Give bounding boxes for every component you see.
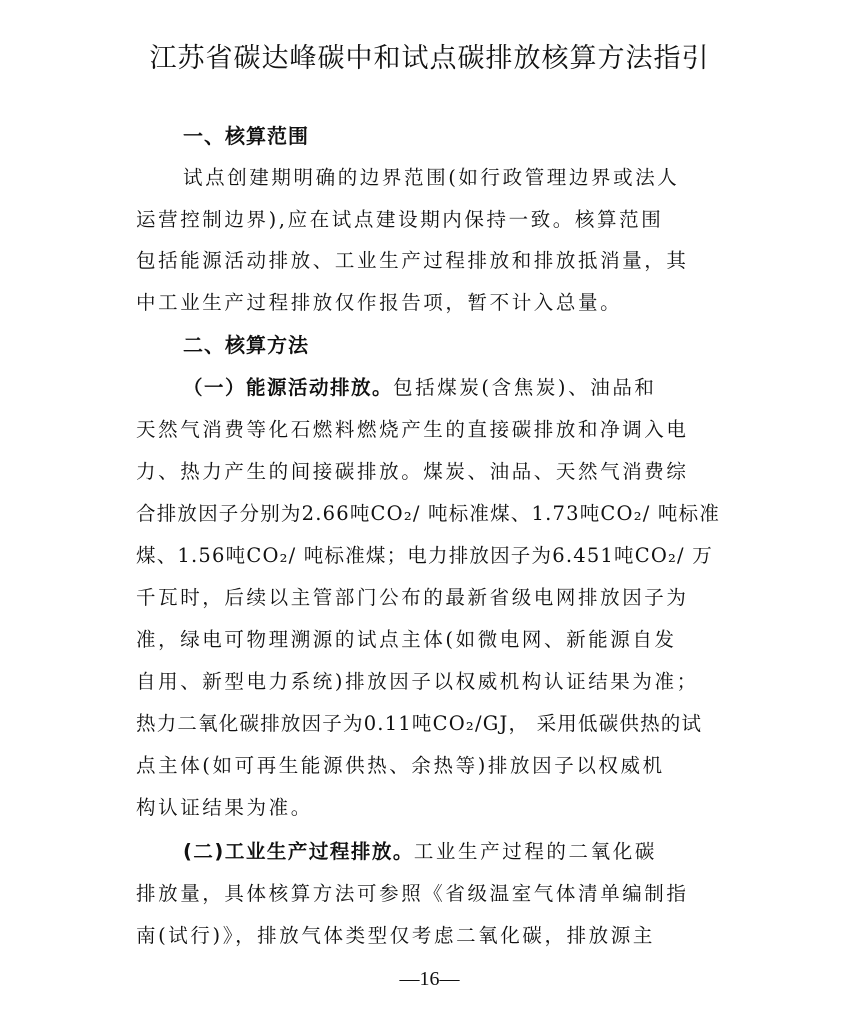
paragraph-line: 南(试行)》，排放气体类型仅考虑二氧化碳，排放源主 xyxy=(136,924,655,947)
paragraph-line: 试点创建期明确的边界范围(如行政管理边界或法人 xyxy=(183,166,680,189)
section-heading-method: 二、核算方法 xyxy=(183,333,309,357)
paragraph-text: 包括煤炭(含焦炭)、油品和 xyxy=(393,376,657,399)
paragraph-line: 准，绿电可物理溯源的试点主体(如微电网、新能源自发 xyxy=(136,628,677,651)
paragraph-line: 中工业生产过程排放仅作报告项，暂不计入总量。 xyxy=(136,291,623,314)
paragraph-line: 运营控制边界),应在试点建设期内保持一致。核算范围 xyxy=(136,208,664,231)
subsection-label-energy: （一）能源活动排放。 xyxy=(183,376,394,399)
document-title: 江苏省碳达峰碳中和试点碳排放核算方法指引 xyxy=(149,43,710,74)
paragraph-line: 热力二氧化碳排放因子为0.11吨CO₂/GJ， 采用低碳供热的试 xyxy=(136,712,703,735)
subsection-label-industrial: (二)工业生产过程排放。 xyxy=(183,840,414,863)
paragraph-line: 排放量，具体核算方法可参照《省级温室气体清单编制指 xyxy=(136,882,689,905)
paragraph-line: 煤、1.56吨CO₂/ 吨标准煤；电力排放因子为6.451吨CO₂/ 万 xyxy=(136,544,713,567)
paragraph-line xyxy=(183,372,657,400)
paragraph-line: 天然气消费等化石燃料燃烧产生的直接碳排放和净调入电 xyxy=(136,418,689,441)
paragraph-line: 自用、新型电力系统)排放因子以权威机构认证结果为准； xyxy=(136,670,699,693)
paragraph-line: 构认证结果为准。 xyxy=(136,796,313,819)
paragraph-line: 力、热力产生的间接碳排放。煤炭、油品、天然气消费综 xyxy=(136,460,689,483)
paragraph-line xyxy=(183,836,657,864)
page-number: —16— xyxy=(399,968,460,990)
paragraph-line: 合排放因子分别为2.66吨CO₂/ 吨标准煤、1.73吨CO₂/ 吨标准 xyxy=(136,502,721,525)
paragraph-text: 工业生产过程的二氧化碳 xyxy=(413,840,657,863)
paragraph-line: 包括能源活动排放、工业生产过程排放和排放抵消量，其 xyxy=(136,249,689,272)
paragraph-line: 千瓦时，后续以主管部门公布的最新省级电网排放因子为 xyxy=(136,586,689,609)
paragraph-line: 点主体(如可再生能源供热、余热等)排放因子以权威机 xyxy=(136,754,665,777)
section-heading-scope: 一、核算范围 xyxy=(183,124,309,148)
